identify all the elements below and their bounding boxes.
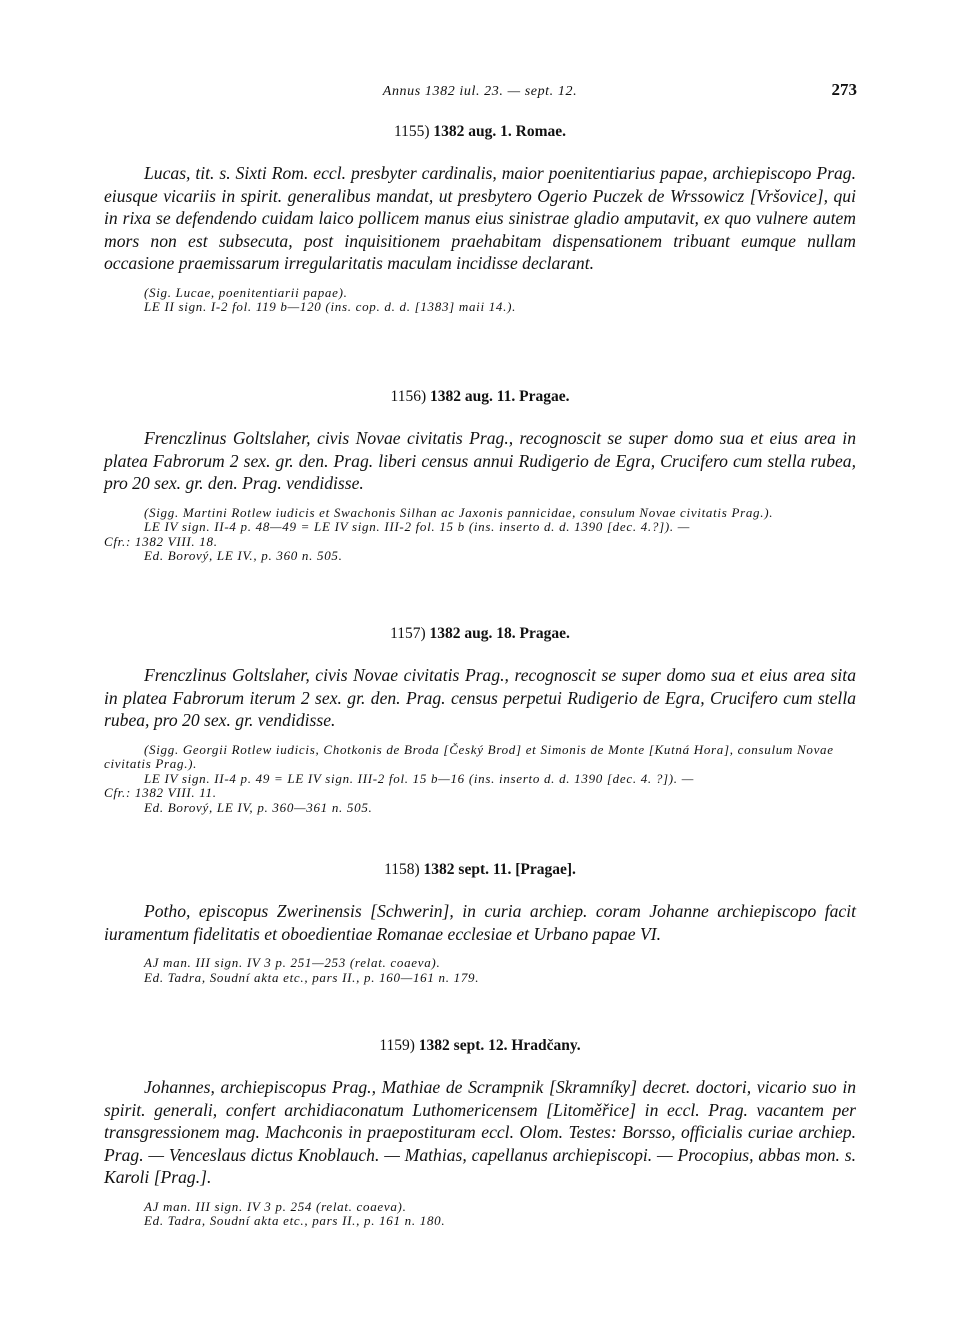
entry-date-place: 1382 sept. 12. Hradčany.	[418, 1037, 581, 1054]
entry-number: 1159)	[379, 1037, 415, 1054]
entry-regest: Potho, episcopus Zwerinensis [Schwerin], in curia archiep. coram Johanne archiepiscopo facit iuramentum fidelitatis et oboedientiae Romanae ecclesiae et Urbano papae VI.	[104, 901, 856, 944]
entry-1156	[104, 387, 856, 564]
entry-regest: Lucas, tit. s. Sixti Rom. eccl. presbyter cardinalis, maior poenitentiarius papae, archiepiscopo Prag. eiusque vicariis in spirit. generalibus mandat, ut presbytero Ogerio Puczek de Wrssowicz [Vršovice], qui in rixa se defendendo cuidam laico pollicem manus eius sinistrae gladio amputavit, ex quo vulnere autem mors non est subsecuta, post inquisitionem praehabitam dispensationem tribuant eumque nullam occasione praemissarum irregularitatis maculam incidisse declarant.	[104, 163, 856, 273]
seal-note: (Sigg. Martini Rotlew iudicis et Swachonis Silhan ac Jaxonis pannicidae, consulum Novae civitatis Prag.).	[144, 504, 774, 520]
edition-note: Ed. Borový, LE IV., p. 360 n. 505.	[144, 548, 343, 563]
entry-notes	[104, 506, 856, 564]
source-note: AJ man. III sign. IV 3 p. 254 (relat. coaeva).	[144, 1198, 407, 1214]
entry-date-place: 1382 aug. 18. Pragae.	[429, 625, 570, 642]
entry-notes	[104, 956, 856, 985]
seal-note: (Sigg. Georgii Rotlew iudicis, Chotkonis de Broda [Český Brod] et Simonis de Monte [Kutná Hora], consulum Novae civitatis Prag.).	[104, 741, 834, 771]
seal-note: (Sig. Lucae, poenitentiarii papae).	[144, 284, 348, 300]
entry-heading	[104, 122, 856, 142]
entry-heading	[104, 860, 856, 880]
entry-number: 1155)	[393, 123, 430, 140]
entry-heading	[104, 1036, 856, 1056]
source-note: LE IV sign. II-4 p. 49 = LE IV sign. III-2 fol. 15 b—16 (ins. inserto d. d. 1390 [dec. 4. ?]). —	[144, 770, 694, 786]
entry-date-place: 1382 sept. 11. [Pragae].	[423, 861, 576, 878]
source-note: LE II sign. I-2 fol. 119 b—120 (ins. cop. d. d. [1383] maii 14.).	[144, 299, 517, 314]
entry-number: 1157)	[390, 625, 426, 642]
entry-number: 1158)	[384, 861, 420, 878]
entry-regest: Frenczlinus Goltslaher, civis Novae civitatis Prag., recognoscit se super domo sua et eius area in platea Fabrorum 2 sex. gr. den. Prag. liberi census annui Rudigerio de Egra, Crucifero cum stella rubea, pro 20 sex. gr. den. Prag. vendidisse.	[104, 428, 856, 493]
entry-notes	[104, 286, 856, 315]
entry-1158	[104, 860, 856, 985]
entry-date-place: 1382 aug. 1. Romae.	[433, 123, 567, 140]
entry-regest: Johannes, archiepiscopus Prag., Mathiae de Scrampnik [Skramníky] decret. doctori, vicario suo in spirit. generali, confert archidiaconatum Luthomericensem [Litoměřice] in eccl. Prag. vacantem per transgressionem mag. Machconis in praepostituram eccl. Olom. Testes: Borsso, officialis curiae archiep. Prag. — Venceslaus dictus Knoblauch. — Mathias, capellanus archiepiscopi. — Procopius, abbas mon. s. Karoli [Prag.].	[104, 1077, 856, 1187]
edition-note: Ed. Tadra, Soudní akta etc., pars II., p. 160—161 n. 179.	[144, 969, 480, 985]
entry-heading	[104, 387, 856, 407]
edition-note: Ed. Borový, LE IV, p. 360—361 n. 505.	[144, 799, 373, 815]
edition-note: Ed. Tadra, Soudní akta etc., pars II., p. 161 n. 180.	[144, 1213, 446, 1228]
entry-1159	[104, 1036, 856, 1229]
entry-notes	[104, 1200, 856, 1229]
entry-heading	[104, 624, 856, 644]
cross-reference-note: Cfr.: 1382 VIII. 11.	[104, 785, 217, 800]
entry-notes	[104, 743, 856, 816]
entry-1157	[104, 624, 856, 815]
entry-1155	[104, 122, 856, 315]
entry-number: 1156)	[390, 388, 427, 405]
page-number: 273	[831, 80, 857, 99]
entry-regest: Frenczlinus Goltslaher, civis Novae civitatis Prag., recognoscit se super domo sua et eius area sita in platea Fabrorum iterum 2 sex. gr. den. Prag. census perpetui Rudigerio de Egra, Crucifero cum stella rubea, pro 20 sex. gr. vendidisse.	[104, 665, 856, 730]
running-head: Annus 1382 iul. 23. — sept. 12.	[382, 84, 578, 99]
cross-reference-note: Cfr.: 1382 VIII. 18.	[104, 533, 218, 549]
source-note: AJ man. III sign. IV 3 p. 251—253 (relat. coaeva).	[144, 955, 441, 970]
source-note: LE IV sign. II-4 p. 48—49 = LE IV sign. III-2 fol. 15 b (ins. inserto d. d. 1390 [dec. 4.?]). —	[144, 519, 691, 534]
entry-date-place: 1382 aug. 11. Pragae.	[429, 388, 570, 405]
